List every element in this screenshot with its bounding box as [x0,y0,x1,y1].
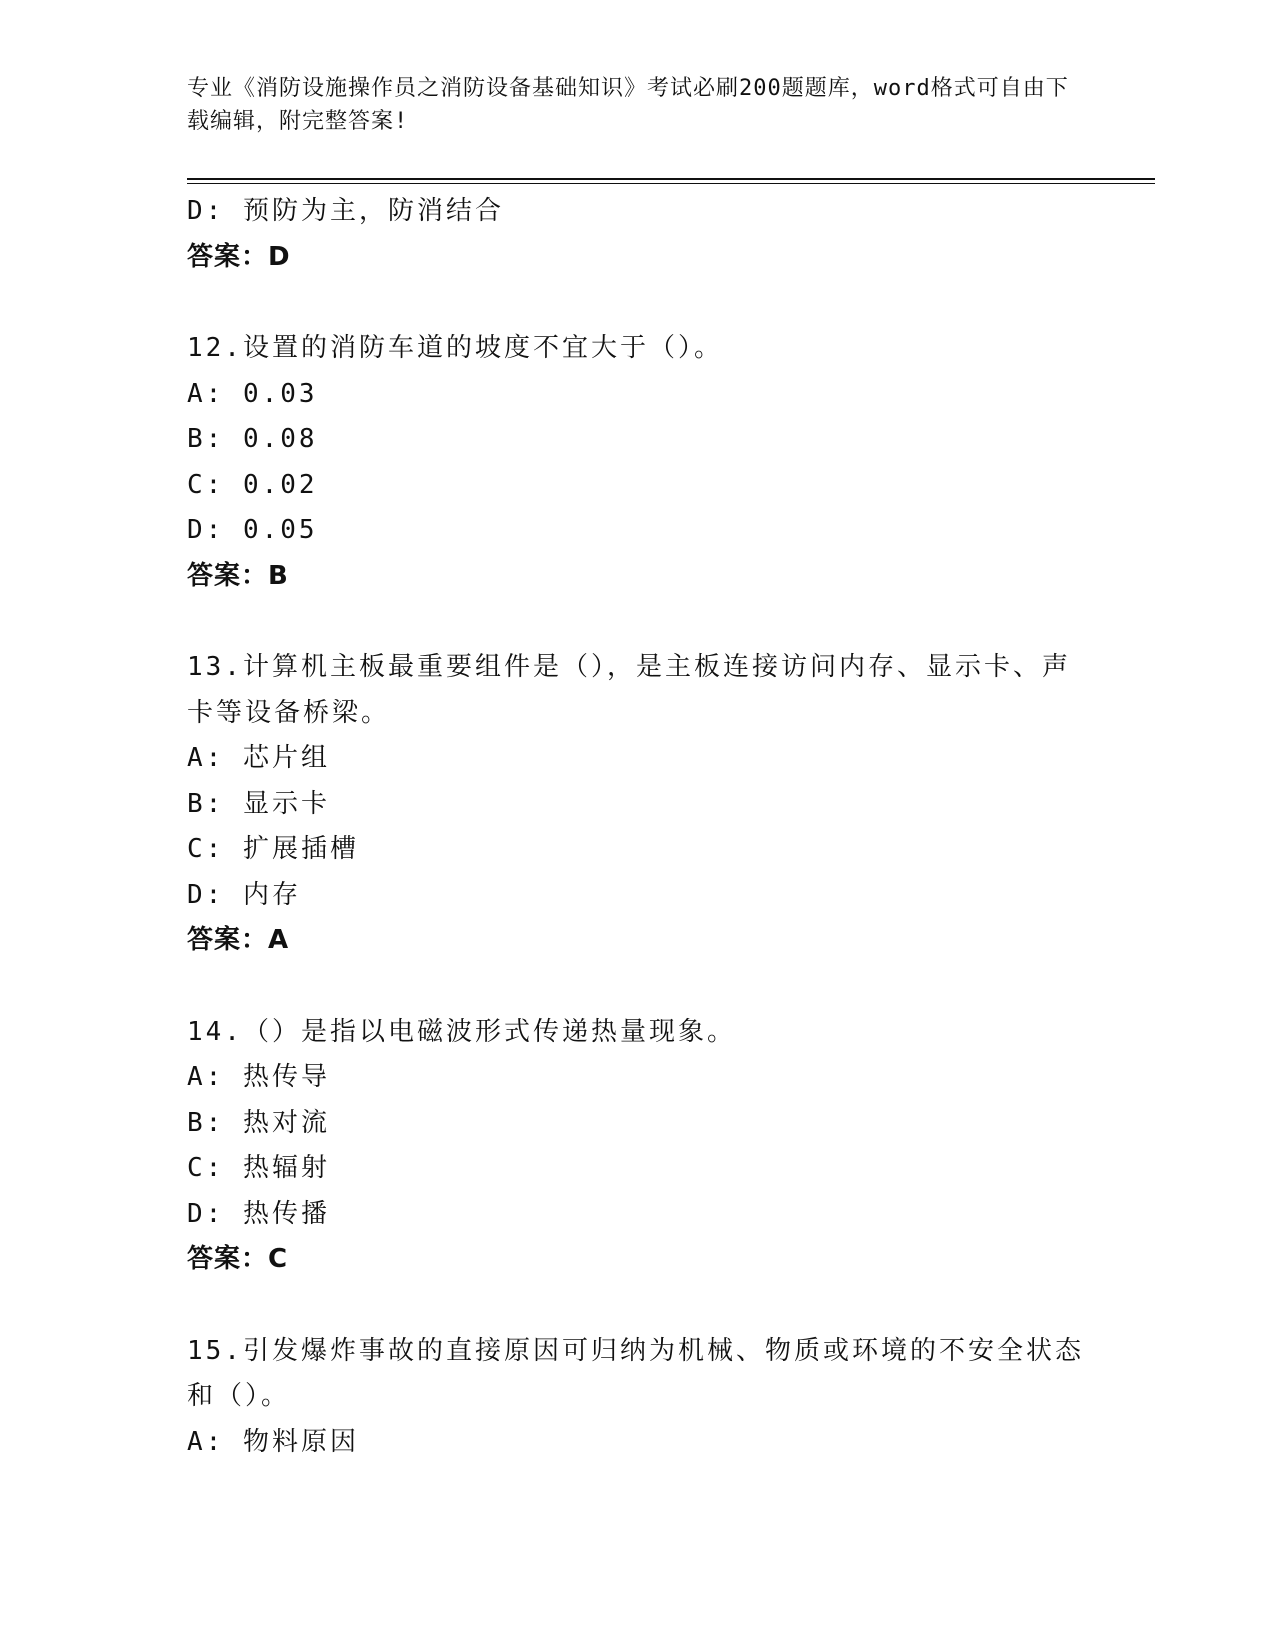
question-block-15 [187,1329,1087,1466]
question-block-12 [187,326,1087,599]
option-d: D: 0.05 [187,515,318,545]
option-c: C: 0.02 [187,469,318,500]
question-block-continued [187,189,1087,280]
answer-line: 答案：A [187,925,290,955]
header-divider-thin [187,183,1155,184]
option-c: C: 扩展插槽 [187,834,359,864]
question-text: 14.（）是指以电磁波形式传递热量现象。 [187,1016,736,1047]
document-header: 专业《消防设施操作员之消防设备基础知识》考试必刷200题题库，word格式可自由下载编辑，附完整答案! [187,76,1069,134]
answer-line: 答案：D [187,241,291,272]
question-text: 15.引发爆炸事故的直接原因可归纳为机械、物质或环境的不安全状态和（）。 [187,1335,1084,1411]
option-a: A: 热传导 [187,1062,330,1092]
option-d: D: 热传播 [187,1198,330,1229]
header-divider-thick [187,178,1155,180]
option-b: B: 热对流 [187,1107,330,1138]
answer-line: 答案：C [187,1244,289,1274]
question-text: 13.计算机主板最重要组件是（），是主板连接访问内存、显示卡、声卡等设备桥梁。 [187,652,1071,728]
answer-line: 答案：B [187,560,289,591]
question-block-14 [187,1010,1087,1283]
question-block-13 [187,645,1087,964]
option-a: A: 芯片组 [187,743,330,773]
option-a: A: 0.03 [187,378,318,409]
option-d: D: 预防为主，防消结合 [187,196,504,226]
option-b: B: 0.08 [187,424,318,454]
option-c: C: 热辐射 [187,1153,330,1183]
question-list [187,189,1087,1465]
option-d: D: 内存 [187,879,301,910]
question-text: 12.设置的消防车道的坡度不宜大于（）。 [187,333,723,363]
option-b: B: 显示卡 [187,788,330,819]
option-a: A: 物料原因 [187,1426,359,1457]
